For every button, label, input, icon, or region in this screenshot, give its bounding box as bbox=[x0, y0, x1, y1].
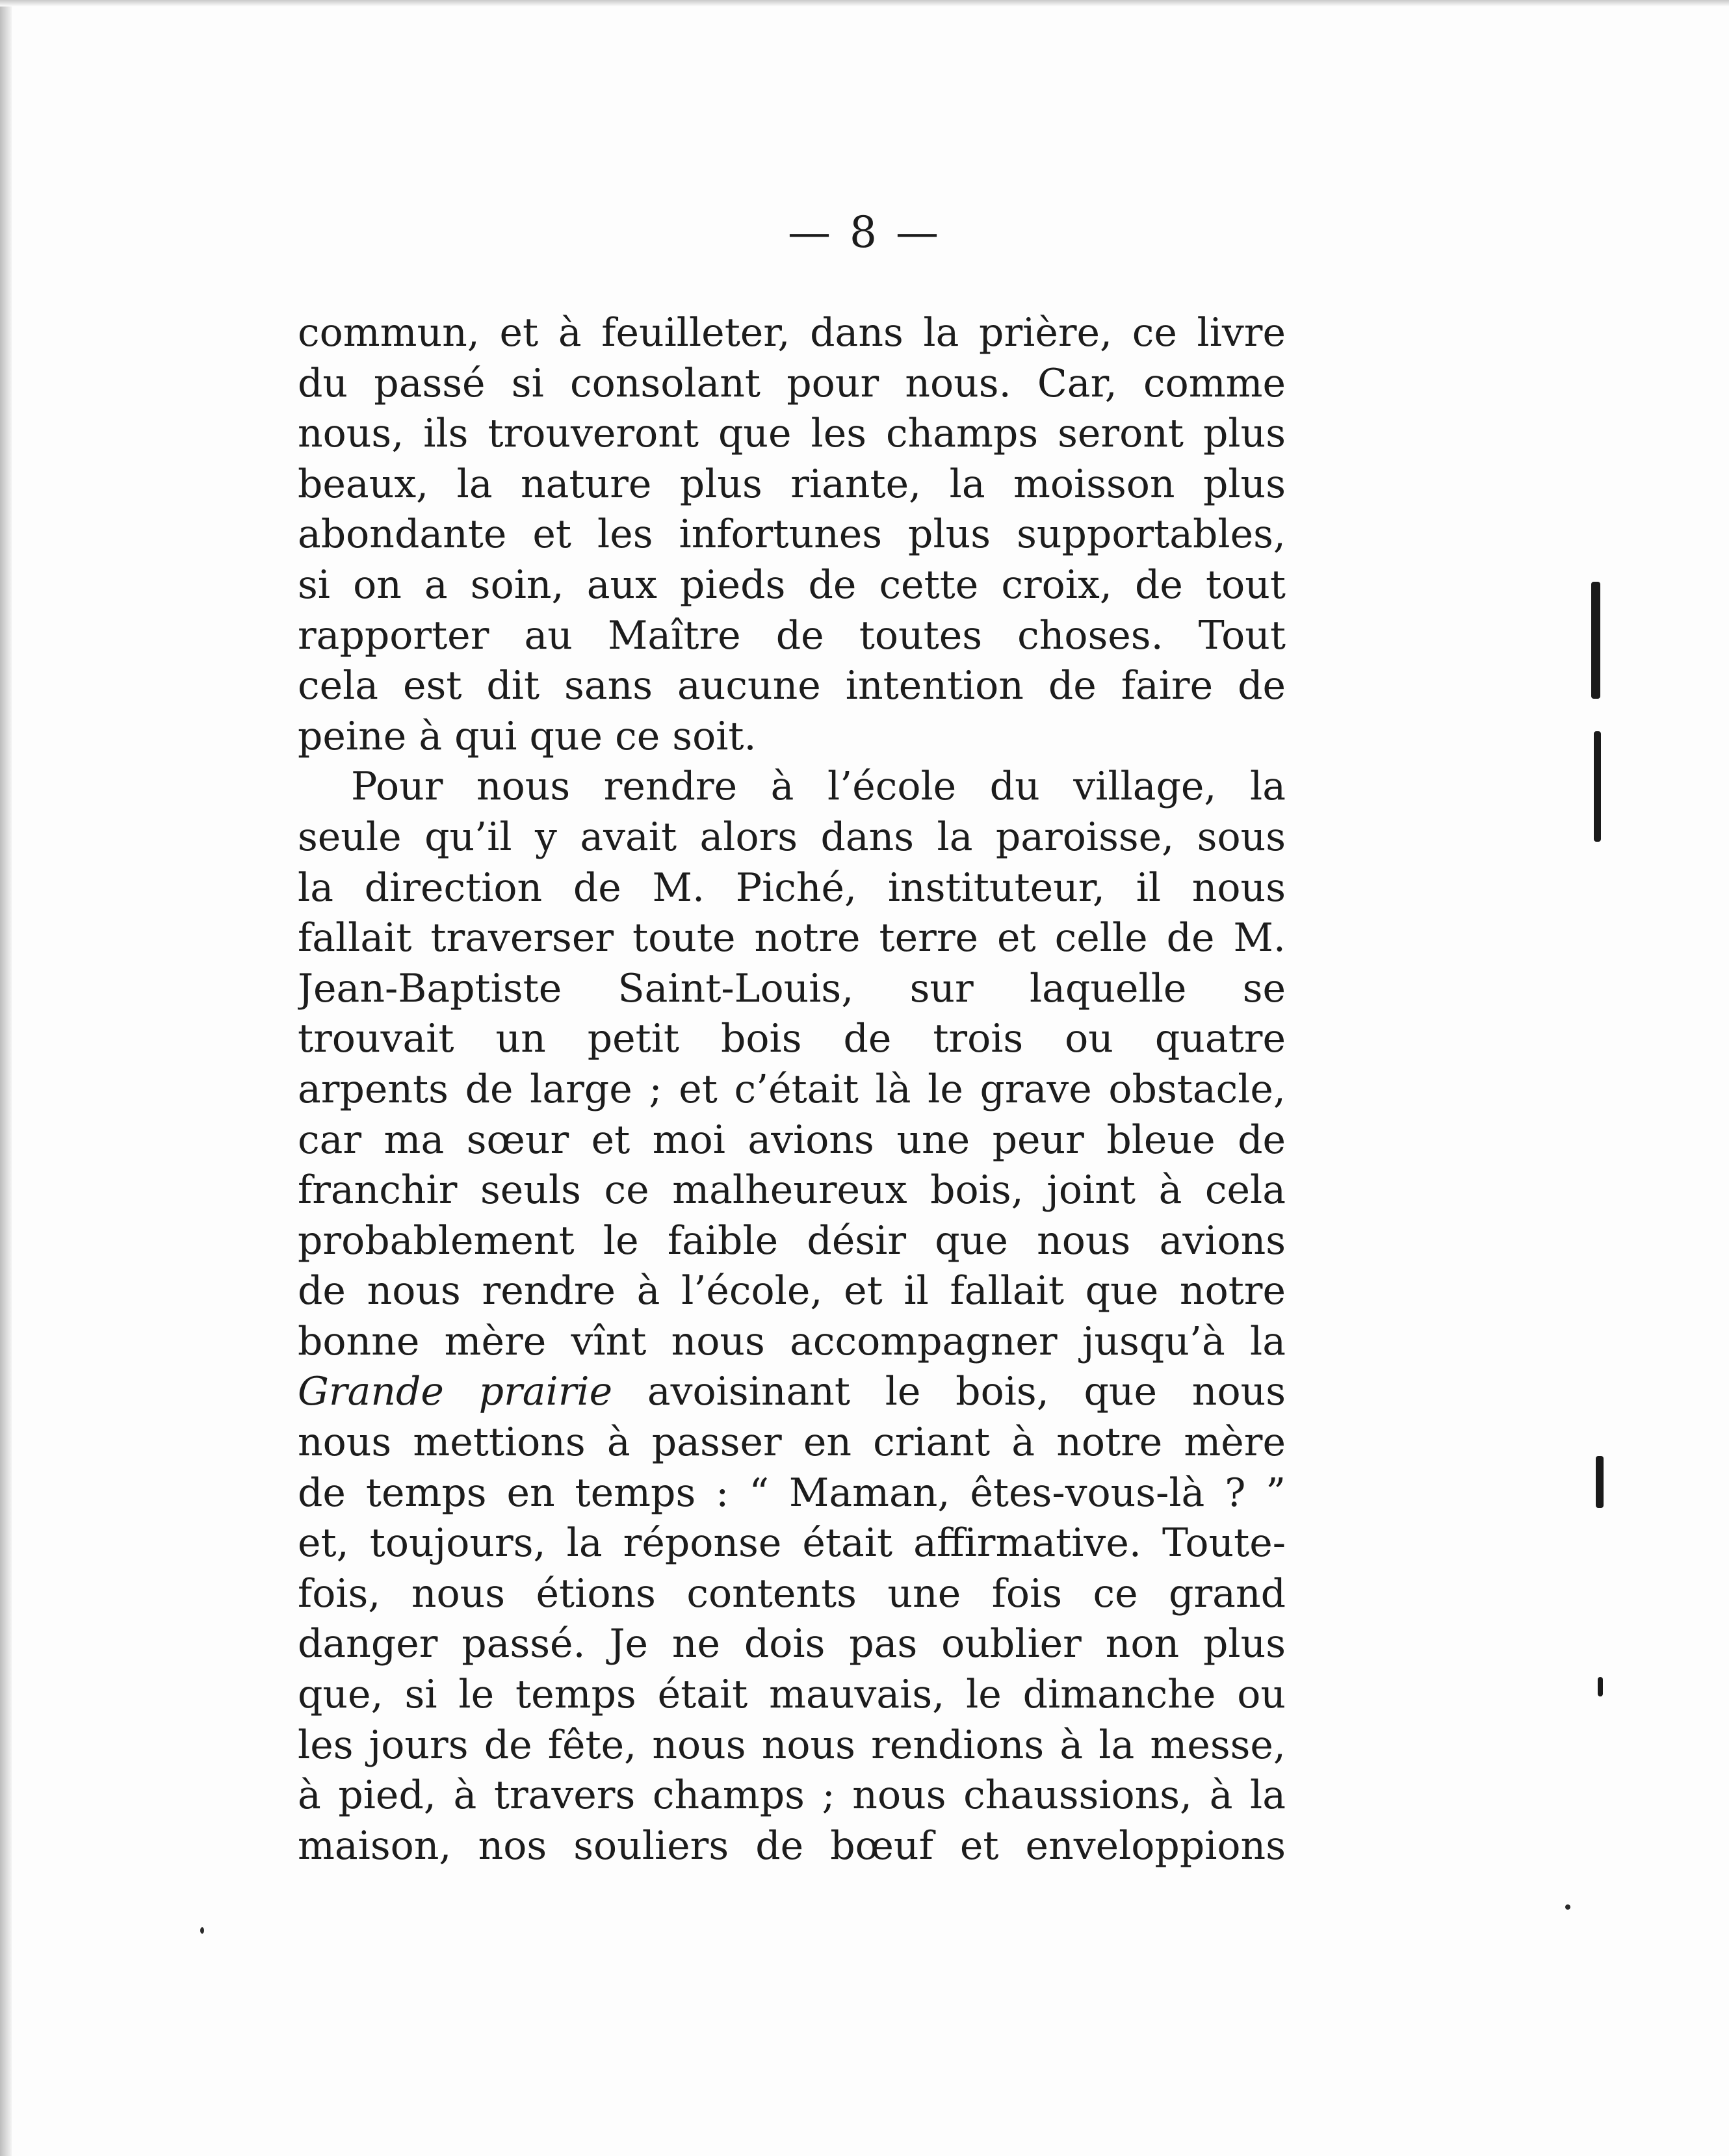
margin-mark-2 bbox=[1594, 731, 1601, 842]
text-line-11: seule qu’il y avait alors dans la paroisse, sous bbox=[298, 814, 1286, 860]
text-line-25: et, toujours, la réponse était affirmative. Toute- bbox=[298, 1520, 1286, 1566]
text-line-24: de temps en temps : “ Maman, êtes-vous-là ? ” bbox=[298, 1470, 1286, 1516]
scan-shadow-left bbox=[0, 0, 12, 2156]
text-line-18: franchir seuls ce malheureux bois, joint à cela bbox=[298, 1167, 1286, 1214]
margin-mark-1 bbox=[1591, 582, 1600, 699]
text-line-22-rest: avoisinant le bois, que nous bbox=[647, 1369, 1286, 1415]
text-line-31: maison, nos souliers de bœuf et enveloppions bbox=[298, 1823, 1286, 1869]
speck-1 bbox=[1565, 1904, 1570, 1910]
text-line-17: car ma sœur et moi avions une peur bleue de bbox=[298, 1117, 1286, 1163]
body-text bbox=[298, 308, 1286, 1871]
scan-shadow-top bbox=[0, 0, 1729, 6]
text-line-13: fallait traverser toute notre terre et celle de M. bbox=[298, 915, 1286, 961]
text-line-30: à pied, à travers champs ; nous chaussions, à la bbox=[298, 1773, 1286, 1819]
text-line-12: la direction de M. Piché, instituteur, il nous bbox=[298, 864, 1286, 911]
text-line-20: de nous rendre à l’école, et il fallait que notre bbox=[298, 1268, 1286, 1314]
text-line-7: rapporter au Maître de toutes choses. Tout bbox=[298, 612, 1286, 658]
text-line-6: si on a soin, aux pieds de cette croix, de tout bbox=[298, 562, 1286, 608]
margin-mark-3 bbox=[1596, 1456, 1604, 1508]
text-line-3: nous, ils trouveront que les champs seront plus bbox=[298, 411, 1286, 457]
text-line-5: abondante et les infortunes plus supportables, bbox=[298, 512, 1286, 558]
text-line-26: fois, nous étions contents une fois ce grand bbox=[298, 1570, 1286, 1617]
text-line-29: les jours de fête, nous nous rendions à la messe, bbox=[298, 1722, 1286, 1768]
text-line-19: probablement le faible désir que nous avions bbox=[298, 1217, 1286, 1264]
text-line-4: beaux, la nature plus riante, la moisson plus bbox=[298, 461, 1286, 507]
text-line-23: nous mettions à passer en criant à notre mère bbox=[298, 1420, 1286, 1466]
text-line-8: cela est dit sans aucune intention de faire de bbox=[298, 663, 1286, 709]
text-line-21: bonne mère vînt nous accompagner jusqu’à la bbox=[298, 1318, 1286, 1364]
text-line-16: arpents de large ; et c’était là le grave obstacle, bbox=[298, 1066, 1286, 1112]
text-line-27: danger passé. Je ne dois pas oublier non plus bbox=[298, 1621, 1286, 1667]
text-line-15: trouvait un petit bois de trois ou quatre bbox=[298, 1016, 1286, 1062]
text-line-14: Jean-Baptiste Saint-Louis, sur laquelle se bbox=[298, 965, 1286, 1011]
text-line-10: Pour nous rendre à l’école du village, la bbox=[351, 764, 1286, 810]
speck-2 bbox=[200, 1927, 204, 1934]
text-line-9: peine à qui que ce soit. bbox=[298, 713, 757, 759]
text-line-2: du passé si consolant pour nous. Car, comme bbox=[298, 360, 1286, 406]
italic-phrase: Grande prairie bbox=[298, 1369, 613, 1415]
page-number: — 8 — bbox=[788, 207, 941, 257]
text-line-1: commun, et à feuilleter, dans la prière, ce livre bbox=[298, 310, 1286, 356]
text-line-28: que, si le temps était mauvais, le dimanche ou bbox=[298, 1672, 1286, 1718]
text-line-22 bbox=[298, 1367, 1286, 1418]
margin-mark-4 bbox=[1598, 1677, 1603, 1696]
